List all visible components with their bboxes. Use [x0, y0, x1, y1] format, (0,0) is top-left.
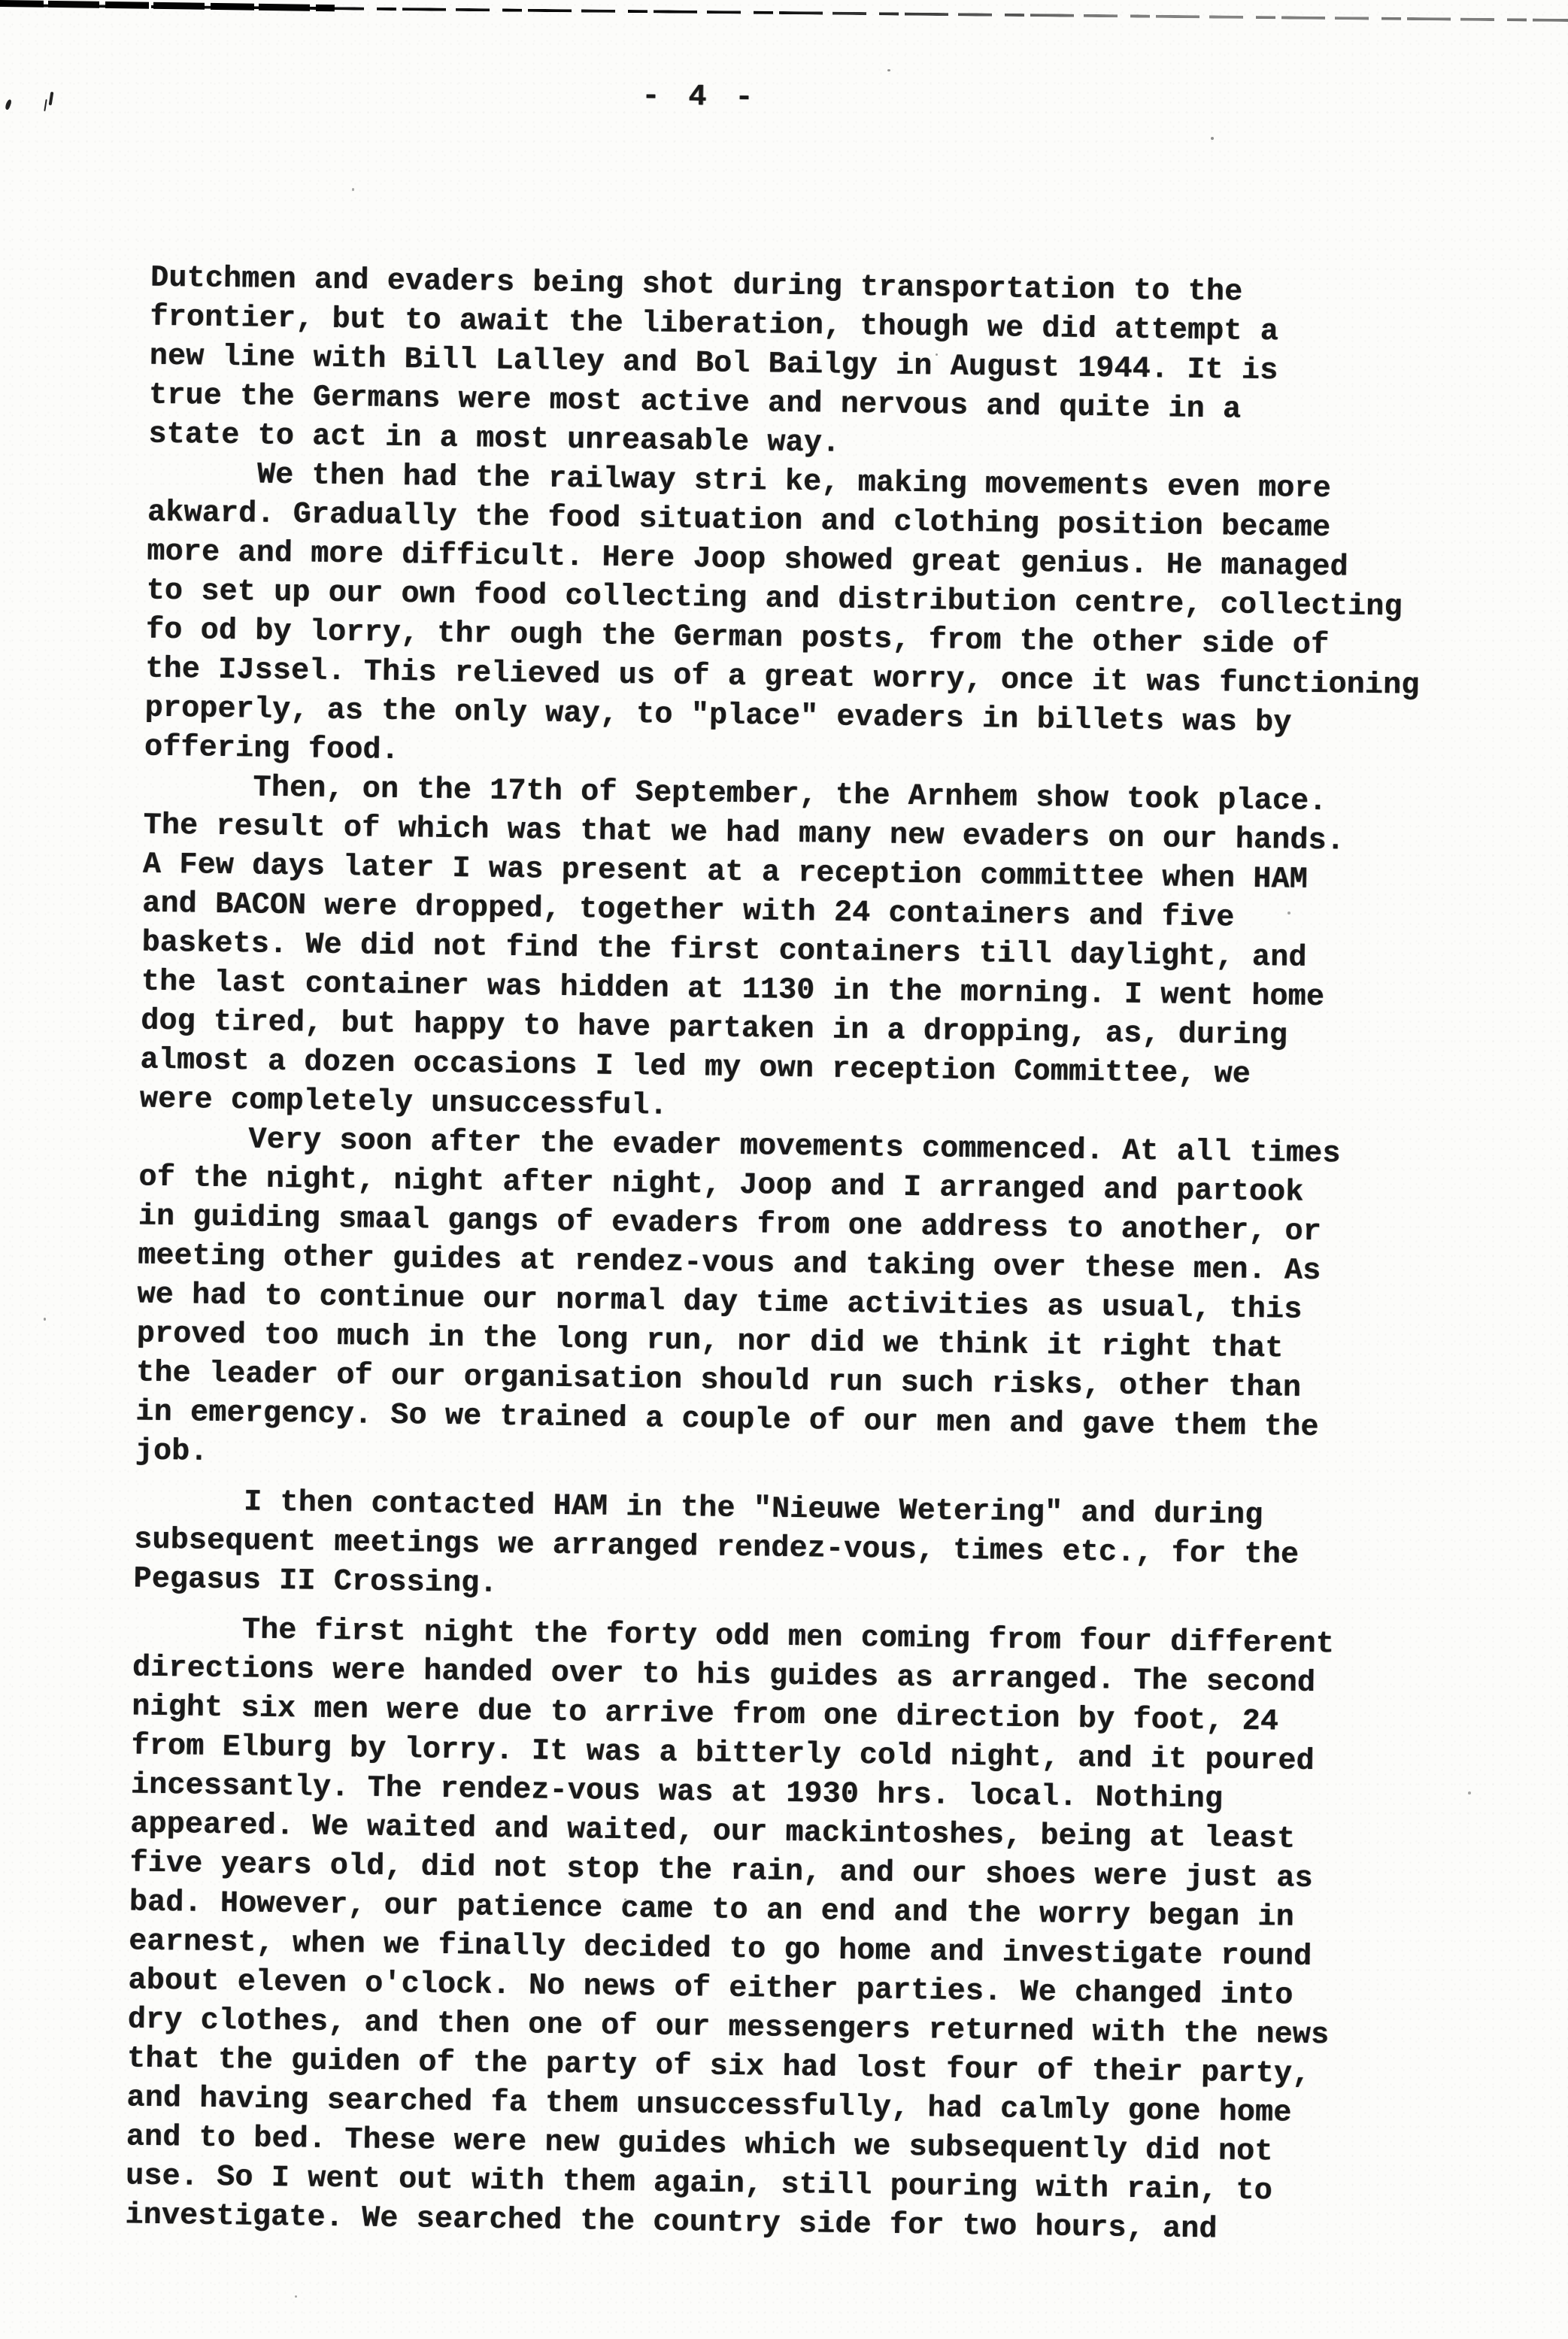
text-line: five years old, did not stop the rain, and our shoes were just as — [129, 1846, 1314, 1897]
text-line: baskets. We did not find the first containers till daylight, and — [141, 926, 1307, 975]
text-line: The result of which was that we had many new evaders on our hands. — [143, 808, 1345, 859]
paragraph — [133, 1482, 1568, 1618]
text-line: appeared. We waited and waited, our mackintoshes, being at least — [129, 1807, 1296, 1857]
text-line: that the guiden of the party of six had lost four of their party, — [126, 2042, 1311, 2092]
text-line: and to bed. These were new guides which we subsequently did not — [126, 2120, 1273, 2170]
text-line: incessantly. The rendez-vous was at 1930 hrs. local. Nothing — [130, 1768, 1224, 1817]
text-line: Very soon after the evader movements commenced. At all times — [138, 1121, 1341, 1172]
text-line: Pegasus II Crossing. — [133, 1562, 498, 1601]
paragraph — [148, 259, 1568, 474]
text-line: to set up our own food collecting and distribution centre, collecting — [146, 574, 1403, 625]
text-line: investigate. We searched the country side for two hours, and — [125, 2198, 1218, 2247]
text-line: dry clothes, and then one of our messengers returned with the news — [127, 2003, 1330, 2053]
scan-speck — [295, 2295, 297, 2298]
paragraph — [125, 1610, 1568, 2255]
text-line: directions were handed over to his guides as arranged. The second — [132, 1651, 1316, 1701]
paragraphs — [125, 259, 1568, 2255]
text-line: fo od by lorry, thr ough the German posts, from the other side of — [145, 613, 1330, 663]
text-line: earnest, when we finally decided to go home and investigate round — [128, 1925, 1312, 1975]
paragraph — [144, 455, 1568, 787]
text-line: We then had the railway stri ke, making movements even more — [147, 457, 1332, 507]
text-line: from Elburg by lorry. It was a bitterly cold night, and it poured — [131, 1729, 1315, 1779]
text-line: Dutchmen and evaders being shot during transportation to the — [150, 261, 1243, 310]
text-line: night six men were due to arrive from one direction by foot, 24 — [132, 1690, 1279, 1740]
text-line: almost a dozen occasions I led my own reception Committee, we — [140, 1043, 1251, 1092]
text-line: akward. Gradually the food situation and clothing position became — [147, 496, 1331, 546]
text-line: I then contacted HAM in the "Nieuwe Wetering" and during — [134, 1484, 1263, 1534]
text-line: and having searched fa them unsuccessfully, had calmly gone home — [126, 2081, 1292, 2131]
text-line: The first night the forty odd men coming from four different — [132, 1612, 1335, 1662]
text-line: meeting other guides at rendez-vous and taking over these men. As — [137, 1239, 1321, 1289]
text-line: bad. However, our patience came to an end and the worry began in — [129, 1885, 1295, 1935]
text-line: the IJssel. This relieved us of a great worry, once it was functioning — [145, 652, 1420, 703]
text-line: A Few days later I was present at a reception committee when HAM — [142, 848, 1309, 897]
text-line: proved too much in the long run, nor did we think it right that — [136, 1317, 1284, 1367]
text-line: new line with Bill Lalley and Bol Bailgy in August 1944. It is — [149, 339, 1278, 389]
text-line: dog tired, but happy to have partaken in a dropping, as, during — [140, 1004, 1288, 1054]
text-line: were completely unsuccessful. — [139, 1082, 669, 1124]
text-line: in emergency. So we trained a couple of our men and gave them the — [135, 1395, 1319, 1446]
text-line: true the Germans were most active and nervous and quite in a — [148, 378, 1242, 427]
text-line: more and more difficult. Here Joop showed great genius. He managed — [147, 535, 1349, 585]
text-line: we had to continue our normal day time activities as usual, this — [137, 1278, 1303, 1327]
text-line: and BACON were dropped, together with 24 containers and five — [141, 887, 1235, 936]
text-line: properly, as the only way, to "place" evaders in billets was by — [144, 691, 1292, 741]
text-line: offering food. — [144, 730, 400, 769]
page-number: - 4 - — [641, 80, 759, 116]
text-line: the leader of our organisation should run such risks, other than — [135, 1356, 1302, 1406]
text-line: frontier, but to await the liberation, though we did attempt a — [150, 300, 1279, 350]
text-line: job. — [135, 1434, 208, 1470]
text-line: state to act in a most unreasable way. — [148, 417, 841, 461]
text-line: use. So I went out with them again, still pouring with rain, to — [125, 2159, 1273, 2209]
text-line: in guiding smaal gangs of evaders from one address to another, or — [138, 1200, 1322, 1250]
text-line: subsequent meetings we arranged rendez-vous, times etc., for the — [133, 1523, 1300, 1573]
text-line: about eleven o'clock. No news of either parties. We changed into — [128, 1964, 1294, 2013]
paragraph — [135, 1120, 1568, 1491]
paragraph — [140, 768, 1568, 1139]
text-line: of the night, night after night, Joop and I arranged and partook — [138, 1160, 1304, 1210]
text-line: Then, on the 17th of September, the Arnhem show took place. — [144, 769, 1327, 820]
text-line: the last container was hidden at 1130 in the morning. I went home — [141, 965, 1325, 1015]
